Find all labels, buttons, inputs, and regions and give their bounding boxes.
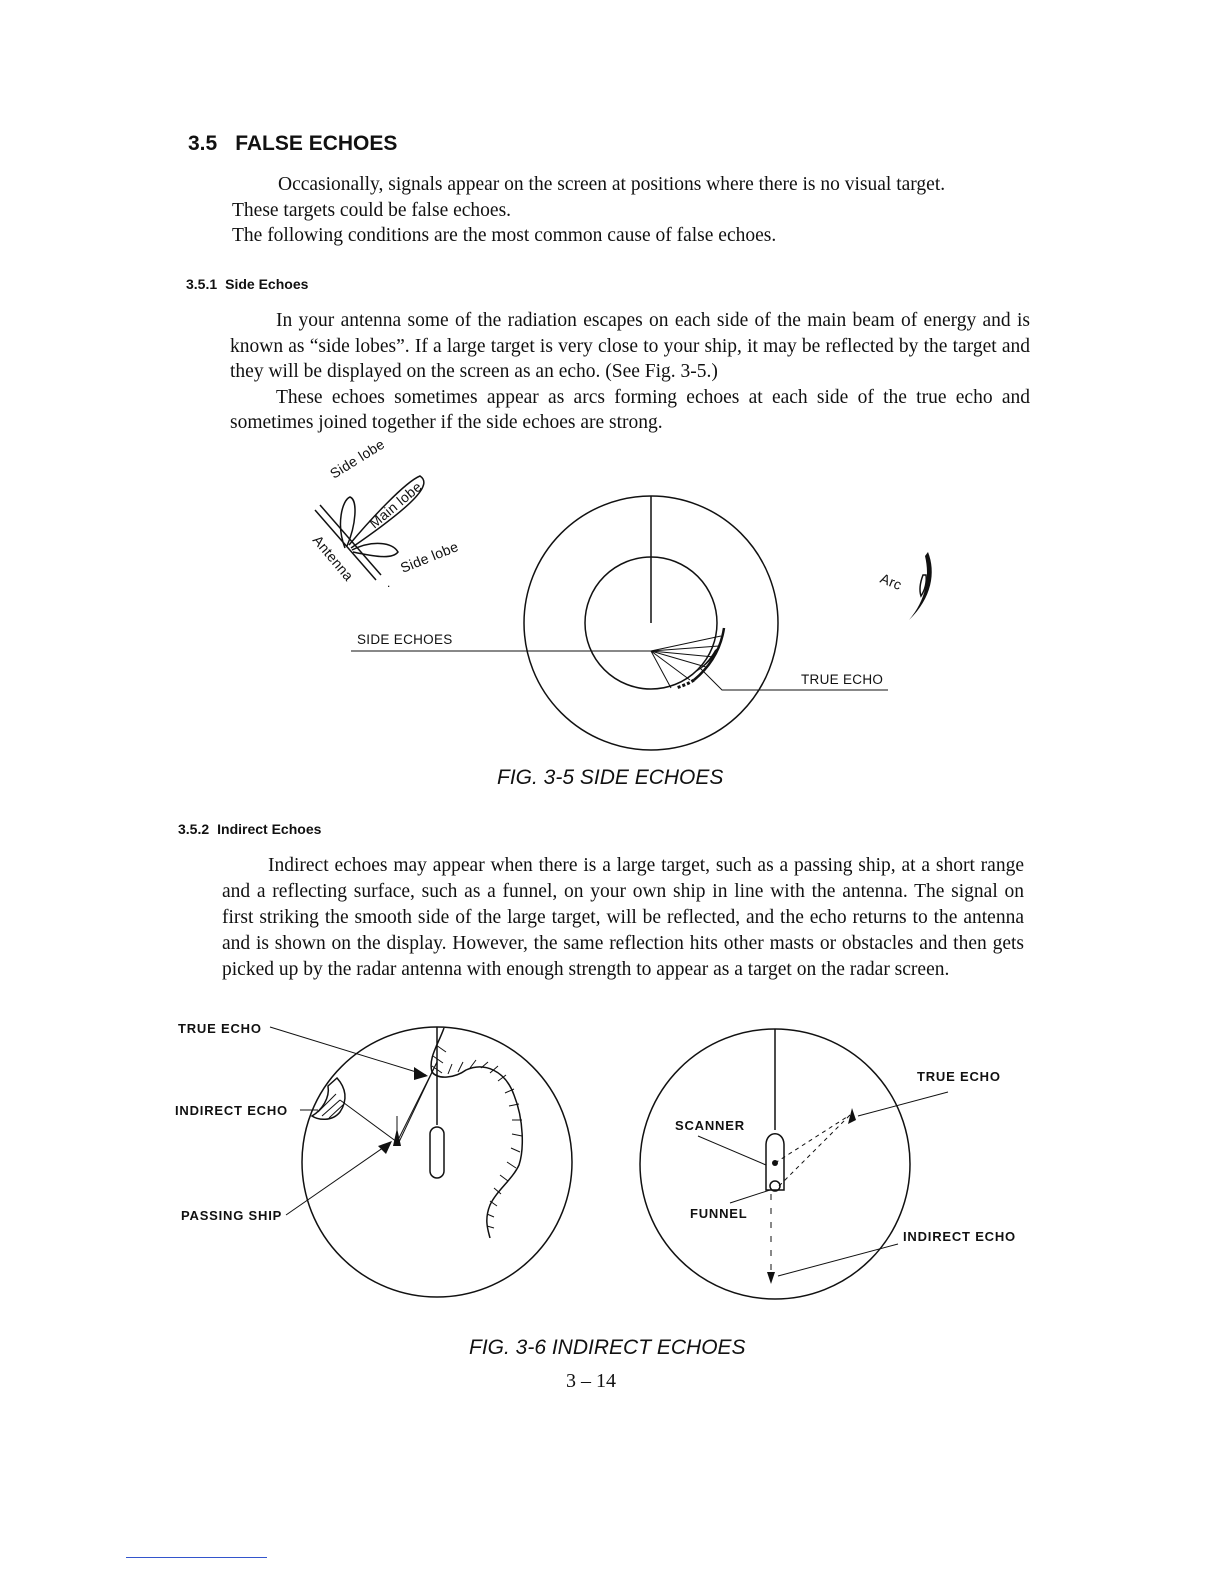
label-true-echo-right: TRUE ECHO <box>917 1069 1001 1084</box>
footer-rule <box>126 1557 267 1558</box>
indirect-echoes-paragraph: Indirect echoes may appear when there is a large target, such as a passing ship, at a short range and a reflecting surface, such as a funnel, on your own ship in line with the antenna. The signal on first striking the smooth side of the large target, will be reflected, and the echo returns to the antenna and is shown on the display. However, the same reflection hits other masts or obstacles and then gets picked up by the radar antenna with enough strength to appear as a target on the radar screen. <box>222 855 1024 980</box>
subsection-title: Indirect Echoes <box>217 821 322 837</box>
label-scanner: SCANNER <box>675 1118 745 1133</box>
radar-screen-indirect-right <box>640 1029 948 1299</box>
subsection-number: 3.5.2 <box>178 821 210 837</box>
subsection-title: Side Echoes <box>225 276 309 292</box>
label-indirect-echo-left: INDIRECT ECHO <box>175 1103 288 1118</box>
section-number: 3.5 <box>188 132 218 155</box>
page-number: 3 – 14 <box>566 1370 616 1392</box>
svg-text:.: . <box>387 576 391 590</box>
label-side-lobe-bottom: Side lobe <box>398 538 461 576</box>
subsection-number: 3.5.1 <box>186 276 218 292</box>
section-title: FALSE ECHOES <box>235 132 398 155</box>
radar-screen-indirect-left <box>270 1027 572 1297</box>
label-side-lobe-top: Side lobe <box>327 435 388 482</box>
label-side-echoes: SIDE ECHOES <box>357 632 453 647</box>
label-true-echo-left: TRUE ECHO <box>178 1021 262 1036</box>
side-echoes-paragraph-1: In your antenna some of the radiation escapes on each side of the main beam of energy and is known as “side lobes”. If a large target is very close to your ship, it may be reflected by the target and they will be displayed on the screen as an echo. (See Fig. 3-5.) <box>230 310 1030 382</box>
intro-line-2: These targets could be false echoes. <box>232 199 512 221</box>
label-arc: Arc <box>878 570 905 594</box>
figure-3-6-caption: FIG. 3-6 INDIRECT ECHOES <box>469 1336 746 1359</box>
label-main-lobe: Main lobe <box>366 478 425 532</box>
label-funnel: FUNNEL <box>690 1206 748 1221</box>
figure-3-5-caption: FIG. 3-5 SIDE ECHOES <box>497 766 724 789</box>
label-passing-ship: PASSING SHIP <box>181 1208 283 1223</box>
label-indirect-echo-right: INDIRECT ECHO <box>903 1229 1016 1244</box>
label-true-echo-fig35: TRUE ECHO <box>801 672 884 687</box>
label-antenna: Antenna <box>309 532 357 584</box>
intro-line-1: Occasionally, signals appear on the screen at positions where there is no visual target. <box>278 174 946 195</box>
intro-line-3: The following conditions are the most common cause of false echoes. <box>232 225 777 246</box>
side-echoes-paragraph-2: These echoes sometimes appear as arcs forming echoes at each side of the true echo and sometimes joined together if the side echoes are strong. <box>230 386 1030 433</box>
